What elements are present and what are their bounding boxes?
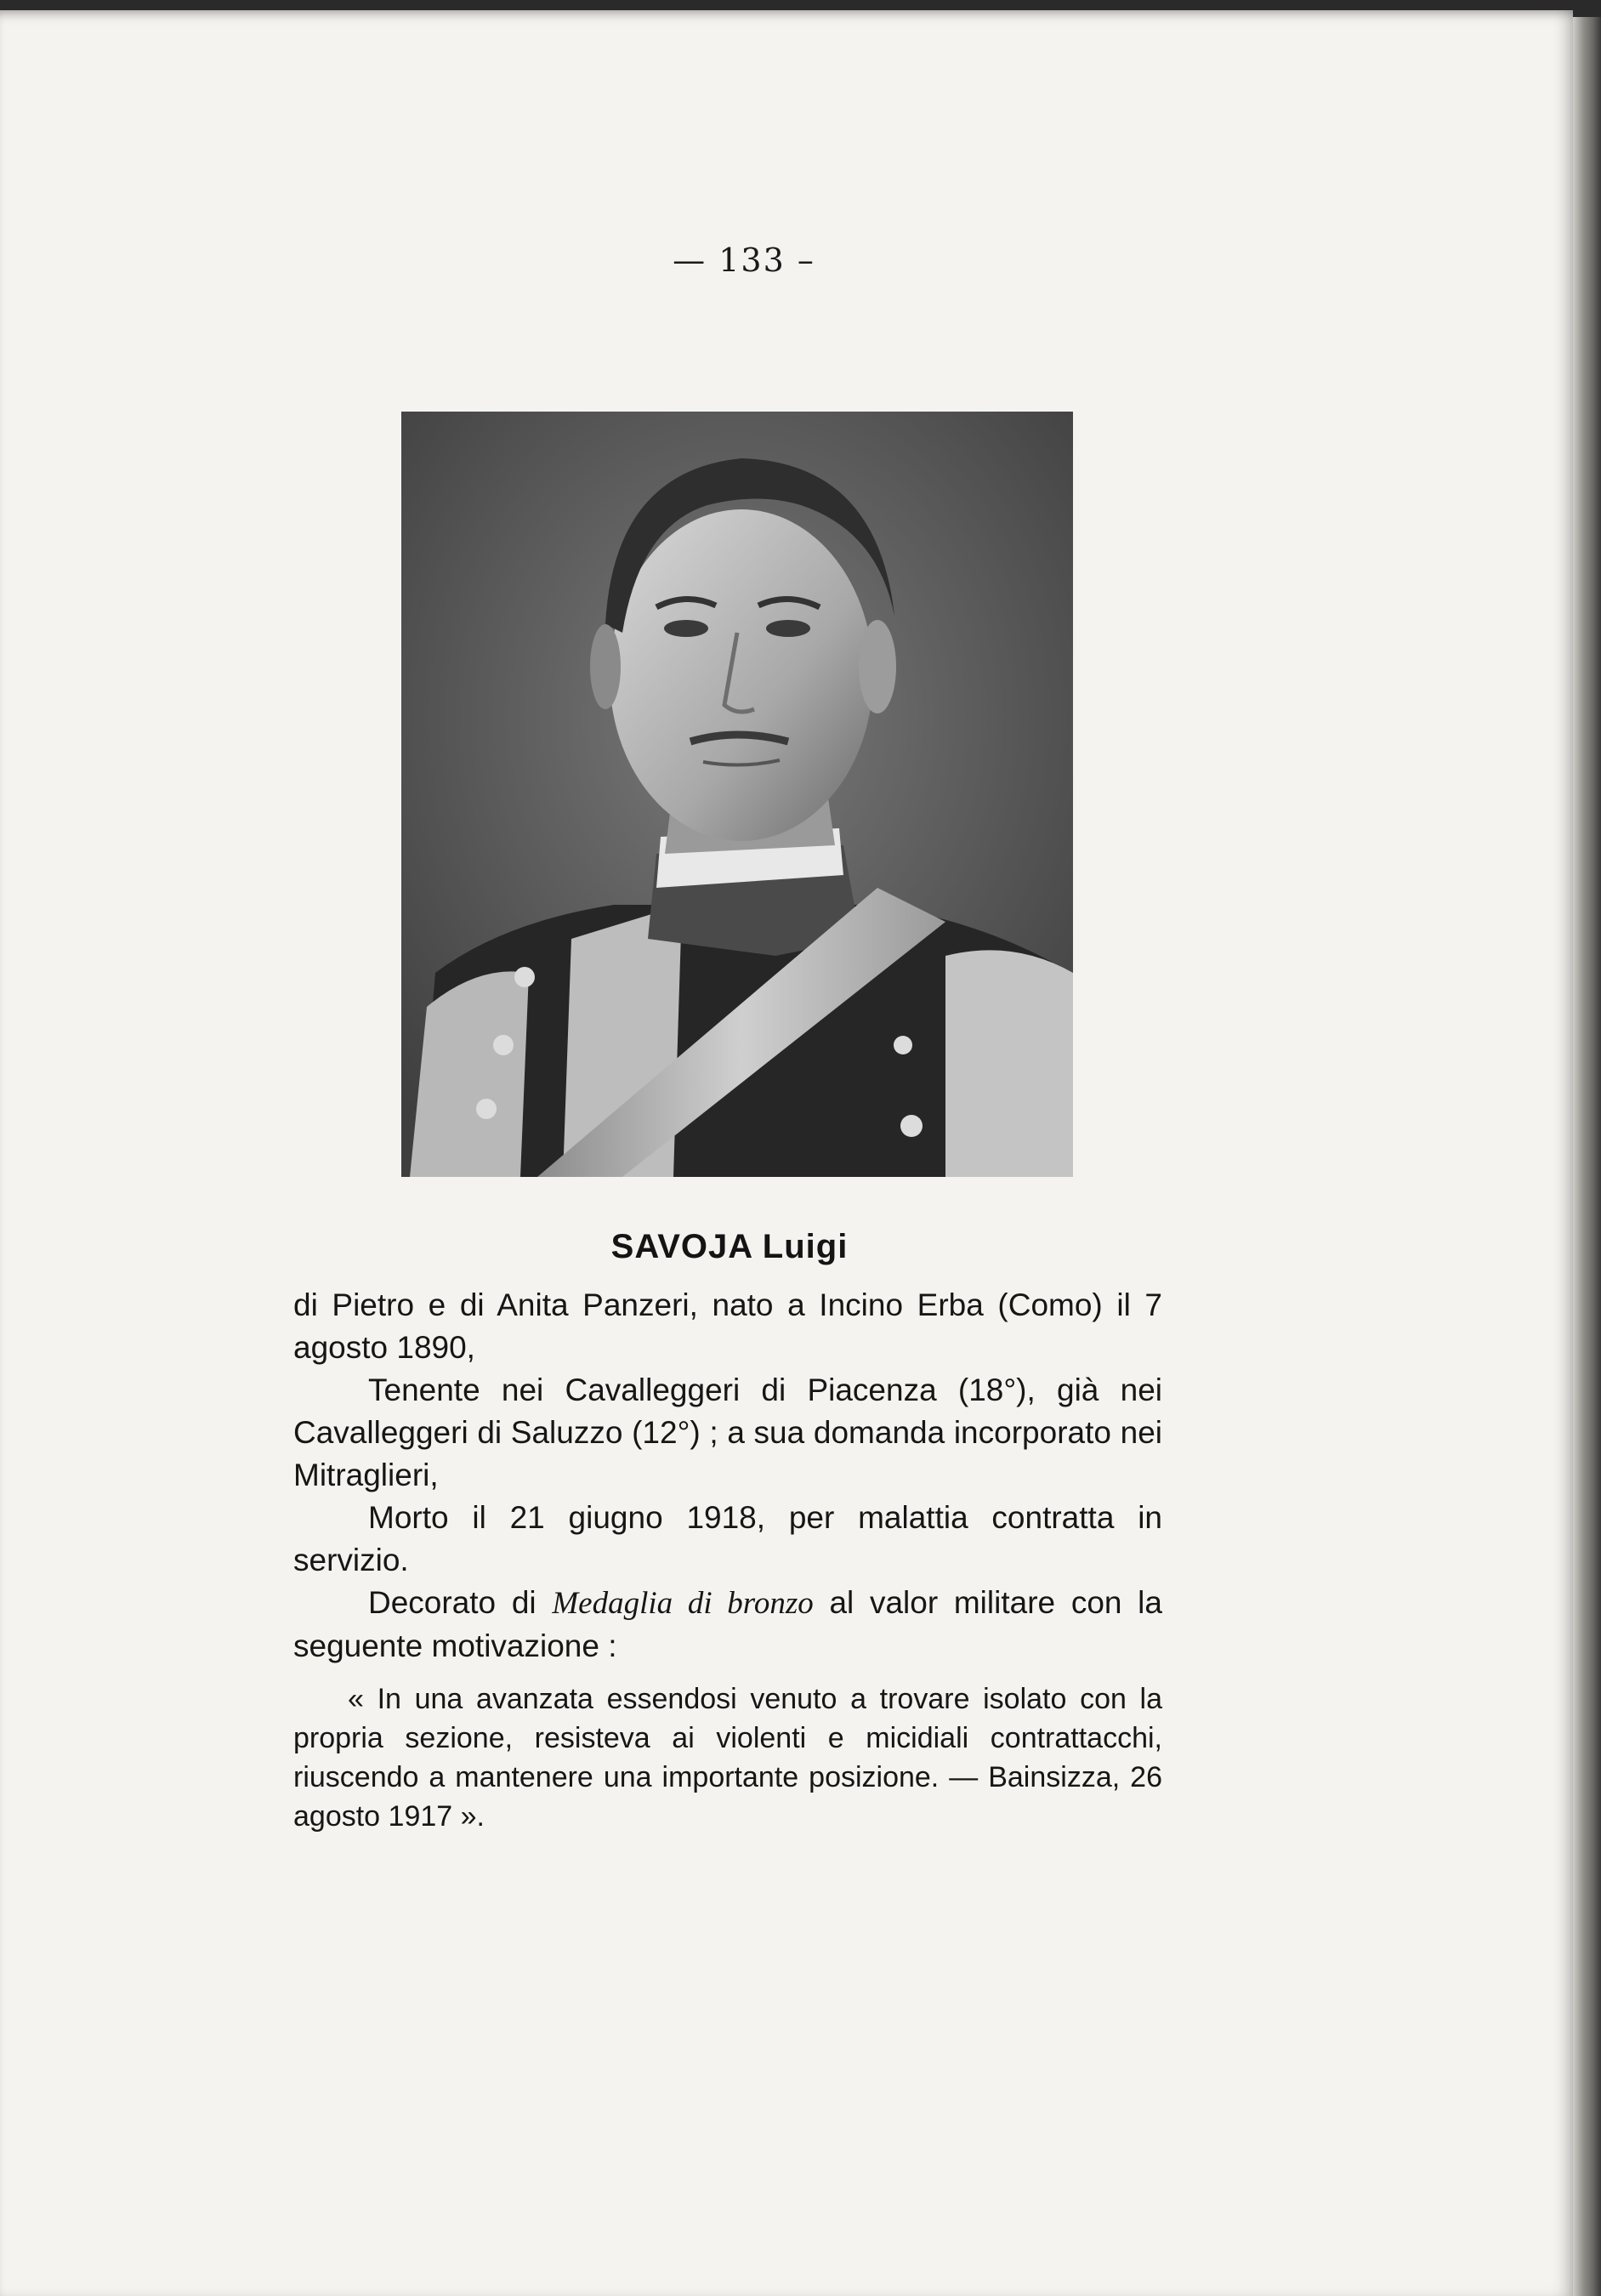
page-number: — 133 – bbox=[673, 242, 815, 279]
portrait-photo bbox=[401, 412, 1073, 1177]
portrait-illustration bbox=[401, 412, 1073, 1177]
medal-name: Medaglia di bronzo bbox=[552, 1586, 814, 1621]
person-name-heading: SAVOJA Luigi bbox=[610, 1228, 849, 1265]
birth-paragraph: di Pietro e di Anita Panzeri, nato a Incino Erba (Como) il 7 agosto 1890, bbox=[293, 1287, 1162, 1365]
decoration-prefix: Decorato di bbox=[368, 1585, 553, 1620]
page-edge bbox=[1573, 17, 1601, 2296]
biography-text bbox=[293, 1284, 1162, 1836]
decoration-suffix: al valor militare con la seguente motivazione : bbox=[293, 1585, 1162, 1663]
death-paragraph: Morto il 21 giugno 1918, per malattia contratta in servizio. bbox=[293, 1500, 1162, 1577]
document-page bbox=[0, 10, 1573, 2296]
decoration-paragraph bbox=[293, 1582, 1162, 1668]
rank-paragraph: Tenente nei Cavalleggeri di Piacenza (18°), già nei Cavalleggeri di Saluzzo (12°) ; a sua domanda incorporato nei Mitraglieri, bbox=[293, 1372, 1162, 1492]
citation-quote: « In una avanzata essendosi venuto a trovare isolato con la propria sezione, resisteva ai violenti e micidiali contrattacchi, riuscendo a mantenere una importante posizione. — Bainsizza, 26 agosto 1917 ». bbox=[293, 1683, 1162, 1833]
